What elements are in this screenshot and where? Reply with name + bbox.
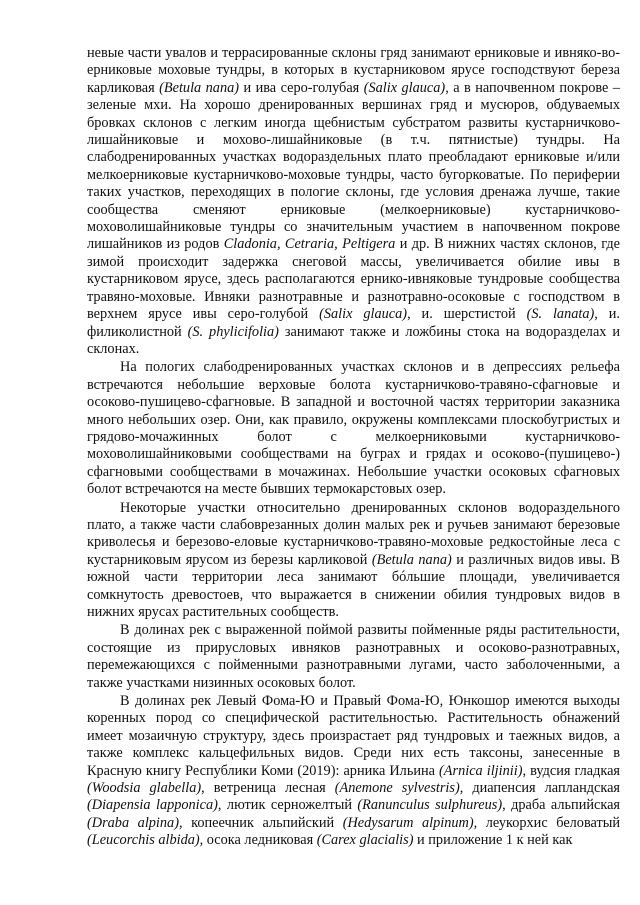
text-segment: и др. В нижних частях склонов, где зимой происходит задержка снеговой массы, увеличивается обилие ивы в кустарниковом ярусе, здесь располагаются ернико-ивняковые тундровые сообщества травяно-моховые. Ивняки разнотравные и разнотравно-осоковые с господством в верхнем ярусе ивы серо-голубой bbox=[87, 236, 620, 323]
text-segment: На пологих слабодренированных участках склонов и в депрессиях рельефа встречаются небольшие верховые болота кустарничково-травяно-сфагновые и осоково-пушицево-сфагновые. В западной и восточной частях территории заказника много небольших озер. Они, как правило, окружены комплексами плоскобугристых и грядово-мочажинных болот с мелкоерниковыми кустарничково-моховолишайниковыми сообществами на буграх и грядах и осоково-(пушицево-) сфагновыми сообществами в мочажинах. Небольшие участки осоковых сфагновых болот встречаются на месте бывших термокарстовых озер. bbox=[87, 359, 620, 498]
text-segment: , а в напочвенном покрове – зеленые мхи. На хорошо дренированных вершинах гряд и мусюров, обдуваемых бровках склонов с легким иногда щебнистым субстратом развиты кустарничково-лишайниковые и мохово-лишайниковые (в т.ч. пятнистые) тундры. На слабодренированных участках водораздельных плато преобладают ерниковые и/или мелкоерниковые кустарничково-моховые тундры, часто бугорковатые. По периферии таких участков, переходящих в пологие склоны, где условия дренажа лучше, такие сообщества сменяют ерниковые (мелкоерниковые) кустарничково-моховолишайниковые тундры со значительным участием в напочвенном покрове лишайников из родов bbox=[87, 79, 620, 253]
text-segment: , драба альпийская bbox=[502, 797, 620, 814]
latin-taxon-name: (Hedysarum alpinum) bbox=[342, 814, 474, 831]
latin-taxon-name: (Betula nana) bbox=[159, 79, 240, 96]
text-segment: , леукорхис беловатый bbox=[473, 814, 620, 831]
text-segment: и различных видов ивы. В южной части территории леса занимают бóльшие площади, увеличивается сомкнутость древостоев, что выражается в снижении обилия тундровых видов в нижних ярусах растительных сообществ. bbox=[87, 551, 620, 620]
text-segment: Некоторые участки относительно дренированных склонов водораздельного плато, а также части слабоврезанных долин малых рек и ручьев занимают березовые криволесья и березово-еловые кустарничково-травяно-моховые редкостойные леса с кустарниковым ярусом из березы карликовой bbox=[87, 499, 620, 568]
document-page bbox=[87, 45, 620, 850]
latin-taxon-name: Cladonia, Cetraria, Peltigera bbox=[223, 236, 396, 253]
text-segment: , ветреница лесная bbox=[201, 780, 335, 797]
paragraph bbox=[87, 693, 620, 850]
latin-taxon-name: (Betula nana) bbox=[371, 551, 452, 568]
latin-taxon-name: (Ranunculus sulphureus) bbox=[357, 797, 503, 814]
text-segment: В долинах рек Левый Фома-Ю и Правый Фома-Ю, Юнкошор имеются выходы коренных пород со специфической растительностью. Растительность обнажений имеет мозаичную структуру, здесь произрастает ряд тундровых и таежных видов, а также комплекс кальцефильных видов. Среди них есть таксоны, занесенные в Красную книгу Республики Коми (2019): арника Ильина bbox=[87, 693, 620, 779]
text-segment: В долинах рек с выраженной поймой развиты пойменные ряды растительности, состоящие из прирусловых ивняков разнотравных и осоково-разнотравных, перемежающихся с пойменными разнотравными лугами, часто заболоченными, а также участками низинных осоковых болот. bbox=[87, 622, 620, 691]
text-segment: , вудсия гладкая bbox=[522, 762, 620, 779]
text-segment: невые части увалов и террасированные склоны гряд занимают ерниковые и ивняко-во-ерниковые моховые тундры, в которых в кустарниковом ярусе господствуют береза карликовая bbox=[87, 45, 620, 96]
text-segment: , копеечник альпийский bbox=[178, 814, 343, 831]
latin-taxon-name: (Anemone sylvestris) bbox=[334, 780, 460, 797]
latin-taxon-name: (Leucorchis albida) bbox=[87, 832, 200, 849]
document-body bbox=[87, 45, 620, 850]
text-segment: , и. шерстистой bbox=[407, 306, 527, 323]
latin-taxon-name: (Draba alpina) bbox=[87, 814, 179, 831]
latin-taxon-name: (Diapensia lapponica) bbox=[87, 797, 218, 814]
latin-taxon-name: (S. lanata) bbox=[526, 306, 595, 323]
latin-taxon-name: (S. phylicifolia) bbox=[187, 323, 279, 340]
latin-taxon-name: (Salix glauca) bbox=[319, 306, 408, 323]
text-segment: занимают также и ложбины стока на водоразделах и склонах. bbox=[87, 323, 621, 357]
paragraph bbox=[87, 359, 620, 498]
text-segment: , осока ледниковая bbox=[199, 832, 317, 849]
latin-taxon-name: (Woodsia glabella) bbox=[87, 780, 202, 797]
text-segment: , диапенсия лапландская bbox=[459, 780, 621, 797]
text-segment: , лютик серножелтый bbox=[217, 797, 358, 814]
text-segment: и приложение 1 к ней как bbox=[413, 832, 573, 849]
latin-taxon-name: (Carex glacialis) bbox=[316, 832, 414, 849]
paragraph bbox=[87, 622, 620, 692]
paragraph bbox=[87, 500, 620, 622]
text-segment: , и. филиколистной bbox=[87, 306, 620, 340]
latin-taxon-name: (Salix glauca) bbox=[363, 79, 446, 96]
text-segment: и ива серо-голубая bbox=[239, 79, 364, 96]
latin-taxon-name: (Arnica iljinii) bbox=[439, 762, 523, 779]
paragraph bbox=[87, 45, 620, 358]
